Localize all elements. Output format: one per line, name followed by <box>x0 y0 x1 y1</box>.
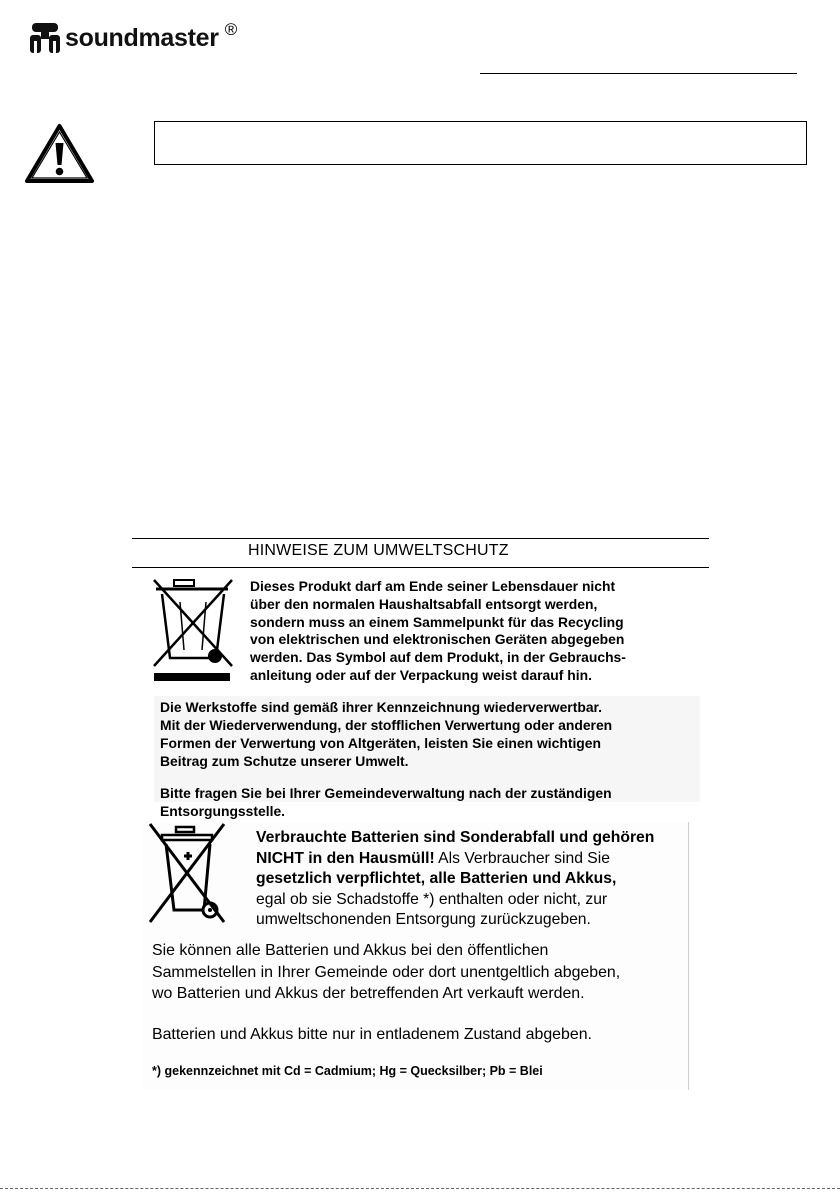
weee-text <box>250 578 720 685</box>
battery-line: umweltschonenden Entsorgung zurückzugeben. <box>256 911 591 928</box>
warning-triangle-icon <box>24 123 95 185</box>
recycling-line: Formen der Verwertung von Altgeräten, leisten Sie einen wichtigen <box>160 735 601 751</box>
recycling-line: Beitrag zum Schutze unserer Umwelt. <box>160 753 409 769</box>
page-bottom-rule <box>0 1188 840 1189</box>
registered-mark: ® <box>224 20 238 39</box>
recycling-block <box>154 696 700 819</box>
battery-line: gesetzlich verpflichtet, alle Batterien und Akkus, <box>256 870 617 887</box>
weee-line: werden. Das Symbol auf dem Produkt, in der Gebrauchs- <box>250 649 626 666</box>
battery-block <box>142 822 689 1090</box>
weee-line: sondern muss an einem Sammelpunkt für das Recycling <box>250 613 624 630</box>
disposal-line: Entsorgungsstelle. <box>160 803 286 819</box>
soundmaster-logo-icon <box>26 19 64 57</box>
environment-title: HINWEISE ZUM UMWELTSCHUTZ <box>248 542 509 559</box>
battery-collection-line: Sammelstellen in Ihrer Gemeinde oder dort unentgeltlich abgeben, <box>152 963 621 981</box>
battery-footnote: *) gekennzeichnet mit Cd = Cadmium; Hg = Quecksilber; Pb = Blei <box>152 1064 543 1078</box>
crossed-bin-icon <box>150 572 236 682</box>
weee-line: von elektrischen und elektronischen Geräten abgegeben <box>250 631 625 648</box>
recycling-line: Die Werkstoffe sind gemäß ihrer Kennzeichnung wiederverwertbar. <box>160 699 603 715</box>
battery-line: egal ob sie Schadstoffe *) enthalten oder nicht, zur <box>256 890 608 908</box>
recycling-line: Mit der Wiederverwendung, der stofflichen Verwertung oder anderen <box>160 717 613 733</box>
weee-line: anleitung oder auf der Verpackung weist darauf hin. <box>250 666 592 683</box>
crossed-battery-bin-icon <box>148 822 226 928</box>
brand-logo <box>26 18 237 58</box>
environment-header <box>132 538 709 568</box>
warning-box <box>154 121 807 165</box>
header-rule <box>480 73 797 74</box>
environment-notice <box>132 538 709 1078</box>
battery-collection-line: wo Batterien und Akkus der betreffenden Art verkauft werden. <box>152 985 585 1002</box>
disposal-line: Bitte fragen Sie bei Ihrer Gemeindeverwaltung nach der zuständigen <box>160 785 612 801</box>
battery-intro <box>256 828 696 931</box>
battery-line: Verbrauchte Batterien sind Sonderabfall und gehören <box>256 829 655 846</box>
battery-line-bold: NICHT in den Hausmüll! <box>256 849 435 867</box>
battery-collection-text <box>152 940 702 1005</box>
weee-line: über den normalen Haushaltsabfall entsorgt werden, <box>250 595 598 612</box>
weee-line: Dieses Produkt darf am Ende seiner Lebensdauer nicht <box>250 578 616 594</box>
brand-name: soundmaster <box>65 23 219 52</box>
battery-discharge-text: Batterien und Akkus bitte nur in entladenem Zustand abgeben. <box>152 1026 592 1043</box>
battery-line: Als Verbraucher sind Sie <box>434 849 610 867</box>
battery-collection-line: Sie können alle Batterien und Akkus bei den öffentlichen <box>152 942 549 959</box>
